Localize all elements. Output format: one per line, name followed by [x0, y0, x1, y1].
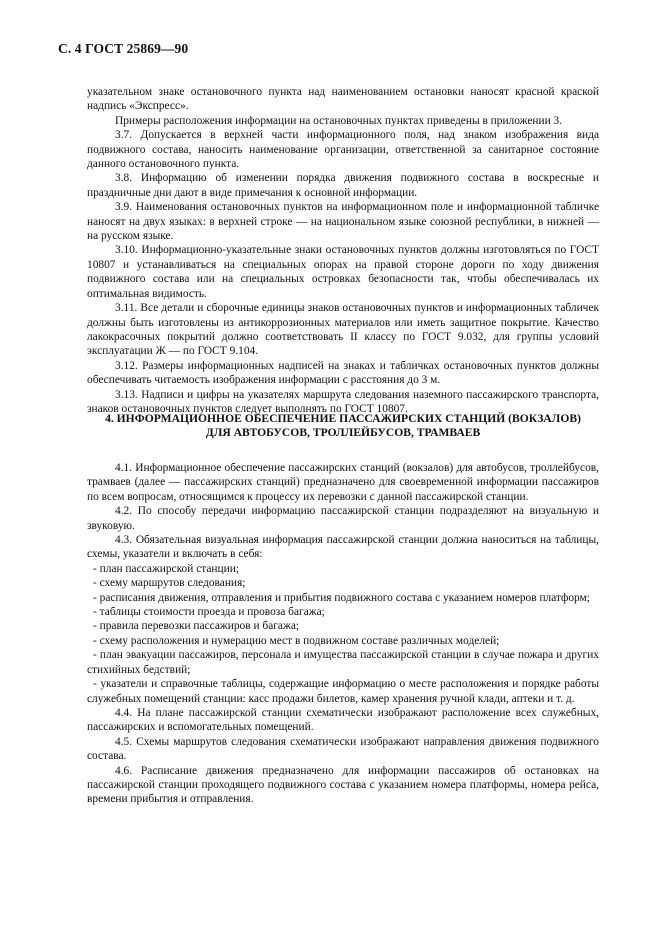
- paragraph-3-11: 3.11. Все детали и сборочные единицы знаков остановочных пунктов и информационных табличек должны быть изготовлены из антикоррозионных материалов или иметь защитное покрытие. Качество лакокрасочных покрытий должно соответствовать II классу по ГОСТ 9.032, для группы условий эксплуатации Ж — по ГОСТ 9.104.: [87, 302, 599, 358]
- paragraph-4-4: 4.4. На плане пассажирской станции схематически изображают расположение всех служебных, пассажирских и вспомогательных помещений.: [87, 706, 599, 734]
- list-item: - план пассажирской станции;: [93, 562, 239, 575]
- section-4-title: [87, 412, 599, 441]
- paragraph-3-8: 3.8. Информацию об изменении порядка движения подвижного состава в воскресные и праздничные дни дают в виде примечания к основной информации.: [87, 172, 599, 199]
- paragraph-3-9: 3.9. Наименования остановочных пунктов на информационном поле и информационной табличке наносят на двух языках: в верхней строке — на национальном языке союзной республики, в нижней — на русском языке.: [87, 201, 599, 243]
- list-item: - расписания движения, отправления и прибытия подвижного состава с указанием номеров платформ;: [93, 591, 590, 604]
- paragraph-3-12: 3.12. Размеры информационных надписей на знаках и табличках остановочных пунктов должны обеспечивать читаемость изображения информации с расстояния до 3 м.: [87, 359, 599, 387]
- paragraph-3-13: 3.13. Надписи и цифры на указателях маршрута следования наземного пассажирского транспорта, знаков остановочных пунктов следует выполнять по ГОСТ 10807.: [87, 388, 599, 415]
- list-item: - таблицы стоимости проезда и провоза багажа;: [93, 606, 325, 619]
- paragraph-4-6: 4.6. Расписание движения предназначено для информации пассажиров об остановках на пассажирской станции проходящего подвижного состава с указанием номера платформы, номера рейса, времени прибытия и отправления.: [87, 764, 599, 806]
- paragraph-4-5: 4.5. Схемы маршрутов следования схематически изображают направления движения подвижного состава.: [87, 735, 599, 763]
- section-4-body: [87, 461, 599, 807]
- paragraph-4-2: 4.2. По способу передачи информацию пассажирской станции подразделяют на визуальную и звуковую.: [87, 505, 599, 532]
- paragraph-3-7: 3.7. Допускается в верхней части информационного поля, над знаком изображения вида подвижного состава, наносить наименование организации, ответственной за санитарное состояние данного остановочного пункта.: [87, 129, 599, 171]
- list-item: - указатели и справочные таблицы, содержащие информацию о месте расположения и порядке работы служебных помещений станции: касс продажи билетов, камер хранения ручной клади, аптеки и т. д.: [87, 678, 599, 705]
- paragraph-examples: Примеры расположения информации на остановочных пунктах приведены в приложении 3.: [115, 114, 563, 127]
- paragraph-3-10: 3.10. Информационно-указательные знаки остановочных пунктов должны изготовляться по ГОСТ 10807 и устанавливаться на специальных опорах на правой стороне дороги по ходу движения подвижного состава или на специальных островках безопасности так, чтобы обеспечивалась их оптимальная видимость.: [87, 244, 599, 300]
- list-item: - схему маршрутов следования;: [93, 577, 246, 590]
- list-item: - схему расположения и нумерацию мест в подвижном составе различных моделей;: [93, 634, 500, 647]
- section-3-continuation: [87, 85, 599, 416]
- list-item: - правила перевозки пассажиров и багажа;: [93, 620, 300, 633]
- page-header: С. 4 ГОСТ 25869—90: [58, 41, 189, 56]
- paragraph-4-1: 4.1. Информационное обеспечение пассажирских станций (вокзалов) для автобусов, троллейбусов, трамваев (далее — пассажирских станций) предназначено для своевременной информации пассажиров по всем вопросам, относящимся к процессу их перевозки с данной пассажирской станции.: [87, 462, 599, 503]
- section-title-line-1: 4. ИНФОРМАЦИОННОЕ ОБЕСПЕЧЕНИЕ ПАССАЖИРСКИХ СТАНЦИЙ (ВОКЗАЛОВ): [105, 412, 581, 425]
- paragraph-4-3: 4.3. Обязательная визуальная информация пассажирской станции должна наноситься на таблицы, схемы, указатели и включать в себя:: [87, 534, 599, 561]
- section-title-line-2: ДЛЯ АВТОБУСОВ, ТРОЛЛЕЙБУСОВ, ТРАМВАЕВ: [205, 426, 481, 440]
- list-item: - план эвакуации пассажиров, персонала и имущества пассажирской станции в случае пожара и других стихийных бедствий;: [87, 649, 599, 676]
- paragraph-continuation: указательном знаке остановочного пункта над наименованием остановки наносят красной краской надпись «Экспресс».: [87, 86, 599, 113]
